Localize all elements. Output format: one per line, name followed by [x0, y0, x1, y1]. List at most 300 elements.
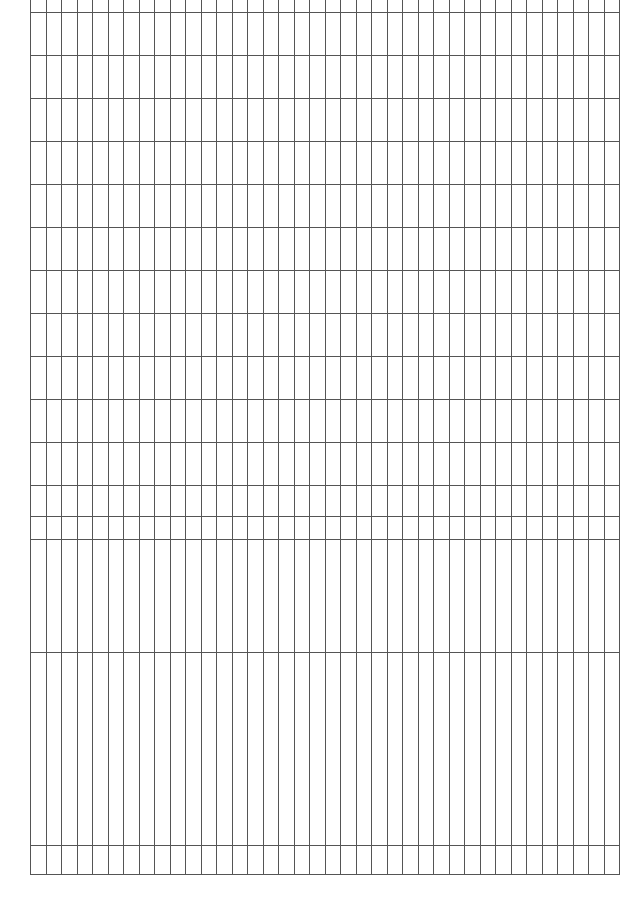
table-cell [279, 185, 295, 228]
table-cell [604, 357, 620, 400]
table-cell [217, 517, 233, 540]
table-cell [93, 846, 109, 875]
table-cell [341, 271, 357, 314]
table-cell [46, 400, 62, 443]
table-cell [542, 400, 558, 443]
table-cell [480, 99, 496, 142]
table-cell [46, 0, 62, 13]
table-cell [93, 486, 109, 517]
table-cell [496, 357, 512, 400]
table-cell [589, 443, 605, 486]
table-cell [62, 540, 78, 653]
table-cell [372, 653, 388, 846]
table-cell [511, 314, 527, 357]
table-cell [294, 653, 310, 846]
table-cell [589, 653, 605, 846]
table-cell [279, 56, 295, 99]
table-cell [279, 540, 295, 653]
table-cell [511, 400, 527, 443]
table-cell [108, 443, 124, 486]
table-cell [403, 142, 419, 185]
table-cell [496, 540, 512, 653]
table-cell [387, 846, 403, 875]
table-cell [248, 357, 264, 400]
table-cell [511, 228, 527, 271]
table-cell [139, 486, 155, 517]
table-cell [139, 99, 155, 142]
table-cell [480, 486, 496, 517]
table-cell [527, 0, 543, 13]
table-cell [604, 99, 620, 142]
table-cell [139, 357, 155, 400]
table-cell [356, 540, 372, 653]
table-cell [542, 314, 558, 357]
table-cell [387, 142, 403, 185]
table-cell [232, 56, 248, 99]
table-cell [325, 13, 341, 56]
table-cell [604, 400, 620, 443]
table-cell [387, 443, 403, 486]
table-cell [418, 271, 434, 314]
table-cell [527, 185, 543, 228]
table-cell [62, 486, 78, 517]
table-cell [372, 0, 388, 13]
table-cell [434, 653, 450, 846]
table-cell [62, 314, 78, 357]
table-cell [77, 443, 93, 486]
table-cell [356, 56, 372, 99]
table-cell [418, 99, 434, 142]
table-cell [449, 653, 465, 846]
table-cell [403, 443, 419, 486]
table-cell [155, 443, 171, 486]
table-cell [31, 185, 47, 228]
table-row [558, 0, 574, 875]
table-cell [124, 517, 140, 540]
table-cell [108, 99, 124, 142]
table-cell [201, 99, 217, 142]
table-cell [341, 228, 357, 271]
table-cell [46, 142, 62, 185]
table-cell [108, 486, 124, 517]
table-cell [403, 653, 419, 846]
table-row [186, 0, 202, 875]
table-cell [604, 517, 620, 540]
table-cell [558, 443, 574, 486]
table-cell [31, 357, 47, 400]
table-cell [589, 0, 605, 13]
table-cell [232, 99, 248, 142]
table-cell [31, 653, 47, 846]
table-cell [232, 653, 248, 846]
table-cell [62, 142, 78, 185]
table-cell [511, 185, 527, 228]
table-cell [170, 400, 186, 443]
table-cell [294, 99, 310, 142]
table-cell [480, 185, 496, 228]
table-cell [527, 400, 543, 443]
table-cell [263, 185, 279, 228]
table-cell [124, 540, 140, 653]
table-cell [186, 846, 202, 875]
table-cell [124, 271, 140, 314]
table-cell [31, 13, 47, 56]
table-cell [465, 271, 481, 314]
table-row [465, 0, 481, 875]
table-cell [139, 540, 155, 653]
table-cell [62, 185, 78, 228]
table-cell [527, 517, 543, 540]
table-cell [310, 400, 326, 443]
table-cell [310, 653, 326, 846]
table-cell [542, 271, 558, 314]
table-cell [434, 314, 450, 357]
table-cell [372, 13, 388, 56]
table-cell [248, 271, 264, 314]
table-cell [341, 0, 357, 13]
table-cell [604, 540, 620, 653]
table-cell [527, 653, 543, 846]
table-cell [217, 400, 233, 443]
table-cell [527, 540, 543, 653]
table-cell [124, 0, 140, 13]
table-cell [186, 357, 202, 400]
table-cell [604, 486, 620, 517]
table-cell [573, 443, 589, 486]
table-cell [496, 99, 512, 142]
table-cell [186, 540, 202, 653]
table-cell [186, 443, 202, 486]
table-cell [465, 846, 481, 875]
table-cell [62, 357, 78, 400]
rotated-table-wrapper [30, 25, 620, 875]
table-cell [403, 357, 419, 400]
table-cell [62, 271, 78, 314]
table-cell [449, 846, 465, 875]
table-row [139, 0, 155, 875]
table-cell [418, 185, 434, 228]
table-cell [325, 56, 341, 99]
table-cell [294, 400, 310, 443]
table-cell [604, 653, 620, 846]
table-cell [263, 0, 279, 13]
table-row [387, 0, 403, 875]
table-cell [108, 540, 124, 653]
table-cell [527, 846, 543, 875]
table-cell [77, 13, 93, 56]
table-cell [155, 400, 171, 443]
table-cell [139, 142, 155, 185]
table-cell [341, 99, 357, 142]
table-cell [170, 653, 186, 846]
table-cell [232, 0, 248, 13]
table-cell [232, 400, 248, 443]
table-row [170, 0, 186, 875]
table-cell [186, 99, 202, 142]
table-cell [124, 228, 140, 271]
table-cell [418, 357, 434, 400]
table-cell [465, 56, 481, 99]
table-cell [124, 99, 140, 142]
table-cell [170, 99, 186, 142]
table-cell [325, 271, 341, 314]
table-cell [403, 271, 419, 314]
table-cell [186, 0, 202, 13]
table-cell [418, 443, 434, 486]
table-cell [310, 185, 326, 228]
table-cell [341, 142, 357, 185]
table-cell [449, 486, 465, 517]
table-cell [372, 185, 388, 228]
table-cell [46, 56, 62, 99]
table-cell [155, 99, 171, 142]
table-cell [186, 271, 202, 314]
table-cell [232, 13, 248, 56]
table-cell [387, 540, 403, 653]
table-cell [186, 314, 202, 357]
table-cell [279, 0, 295, 13]
table-cell [108, 400, 124, 443]
table-cell [542, 99, 558, 142]
table-cell [604, 271, 620, 314]
table-row [403, 0, 419, 875]
table-cell [356, 185, 372, 228]
table-cell [263, 13, 279, 56]
table-cell [480, 400, 496, 443]
table-cell [93, 228, 109, 271]
table-cell [263, 846, 279, 875]
table-cell [77, 185, 93, 228]
table-cell [279, 142, 295, 185]
table-cell [294, 486, 310, 517]
table-cell [403, 185, 419, 228]
table-cell [511, 443, 527, 486]
table-cell [139, 0, 155, 13]
table-cell [511, 357, 527, 400]
table-cell [248, 13, 264, 56]
table-cell [449, 228, 465, 271]
table-cell [294, 540, 310, 653]
table-cell [480, 271, 496, 314]
table-cell [496, 271, 512, 314]
table-cell [201, 540, 217, 653]
table-cell [573, 185, 589, 228]
table-cell [186, 56, 202, 99]
table-cell [232, 142, 248, 185]
table-cell [170, 0, 186, 13]
table-cell [170, 486, 186, 517]
table-cell [31, 0, 47, 13]
table-cell [356, 653, 372, 846]
table-cell [387, 357, 403, 400]
table-cell [465, 400, 481, 443]
table-cell [170, 228, 186, 271]
table-cell [232, 314, 248, 357]
table-cell [124, 56, 140, 99]
table-cell [248, 540, 264, 653]
table-cell [155, 0, 171, 13]
table-cell [124, 486, 140, 517]
table-cell [201, 357, 217, 400]
table-cell [356, 99, 372, 142]
table-cell [31, 400, 47, 443]
table-cell [449, 13, 465, 56]
table-cell [93, 56, 109, 99]
table-cell [201, 314, 217, 357]
table-cell [434, 13, 450, 56]
table-cell [496, 400, 512, 443]
table-cell [310, 13, 326, 56]
table-row [263, 0, 279, 875]
table-row [124, 0, 140, 875]
table-cell [589, 228, 605, 271]
table-cell [93, 271, 109, 314]
table-cell [139, 653, 155, 846]
table-cell [93, 517, 109, 540]
table-cell [31, 486, 47, 517]
table-cell [279, 271, 295, 314]
table-cell [31, 228, 47, 271]
table-cell [46, 486, 62, 517]
table-cell [186, 185, 202, 228]
table-cell [62, 99, 78, 142]
table-cell [31, 314, 47, 357]
table-cell [139, 314, 155, 357]
table-cell [511, 540, 527, 653]
table-cell [93, 314, 109, 357]
table-cell [573, 486, 589, 517]
table-cell [124, 443, 140, 486]
table-cell [449, 99, 465, 142]
table-cell [139, 400, 155, 443]
table-cell [248, 653, 264, 846]
table-cell [480, 517, 496, 540]
table-cell [356, 228, 372, 271]
table-cell [449, 185, 465, 228]
table-cell [496, 314, 512, 357]
table-cell [542, 846, 558, 875]
table-row [356, 0, 372, 875]
table-cell [496, 517, 512, 540]
table-cell [201, 653, 217, 846]
table-cell [93, 653, 109, 846]
table-cell [155, 540, 171, 653]
table-cell [403, 846, 419, 875]
table-cell [248, 228, 264, 271]
table-cell [248, 517, 264, 540]
table-cell [604, 846, 620, 875]
table-row [232, 0, 248, 875]
table-cell [124, 357, 140, 400]
table-cell [527, 357, 543, 400]
table-cell [387, 13, 403, 56]
table-cell [589, 357, 605, 400]
table-cell [589, 13, 605, 56]
table-cell [387, 653, 403, 846]
table-cell [263, 99, 279, 142]
table-cell [232, 228, 248, 271]
table-cell [511, 517, 527, 540]
table-cell [263, 142, 279, 185]
table-cell [186, 486, 202, 517]
table-cell [542, 540, 558, 653]
table-cell [341, 185, 357, 228]
table-cell [170, 185, 186, 228]
table-cell [449, 400, 465, 443]
table-cell [325, 185, 341, 228]
table-cell [480, 13, 496, 56]
table-cell [418, 486, 434, 517]
table-cell [31, 271, 47, 314]
table-cell [527, 56, 543, 99]
table-cell [201, 517, 217, 540]
table-cell [139, 443, 155, 486]
table-cell [31, 443, 47, 486]
table-cell [139, 517, 155, 540]
table-cell [527, 314, 543, 357]
table-cell [139, 185, 155, 228]
table-cell [294, 271, 310, 314]
table-cell [558, 142, 574, 185]
table-cell [217, 185, 233, 228]
table-cell [170, 443, 186, 486]
table-cell [124, 13, 140, 56]
table-cell [279, 653, 295, 846]
table-cell [186, 142, 202, 185]
table-cell [527, 228, 543, 271]
table-cell [248, 443, 264, 486]
table-cell [62, 0, 78, 13]
table-cell [46, 314, 62, 357]
table-cell [170, 271, 186, 314]
table-cell [418, 653, 434, 846]
table-cell [341, 56, 357, 99]
table-cell [372, 443, 388, 486]
table-cell [294, 517, 310, 540]
table-cell [573, 271, 589, 314]
table-cell [558, 0, 574, 13]
table-cell [217, 357, 233, 400]
table-cell [46, 13, 62, 56]
table-cell [465, 357, 481, 400]
table-cell [77, 99, 93, 142]
table-cell [77, 400, 93, 443]
table-cell [480, 314, 496, 357]
table-cell [201, 185, 217, 228]
table-cell [139, 228, 155, 271]
table-cell [248, 486, 264, 517]
table-cell [480, 228, 496, 271]
table-cell [589, 185, 605, 228]
table-cell [310, 517, 326, 540]
table-cell [604, 56, 620, 99]
table-cell [403, 314, 419, 357]
table-cell [496, 486, 512, 517]
table-cell [511, 56, 527, 99]
table-cell [480, 540, 496, 653]
table-cell [542, 0, 558, 13]
table-cell [201, 400, 217, 443]
table-cell [465, 99, 481, 142]
table-cell [387, 185, 403, 228]
table-cell [418, 56, 434, 99]
table-cell [387, 486, 403, 517]
table-cell [46, 228, 62, 271]
table-cell [387, 400, 403, 443]
table-cell [542, 653, 558, 846]
table-cell [480, 846, 496, 875]
table-cell [558, 486, 574, 517]
